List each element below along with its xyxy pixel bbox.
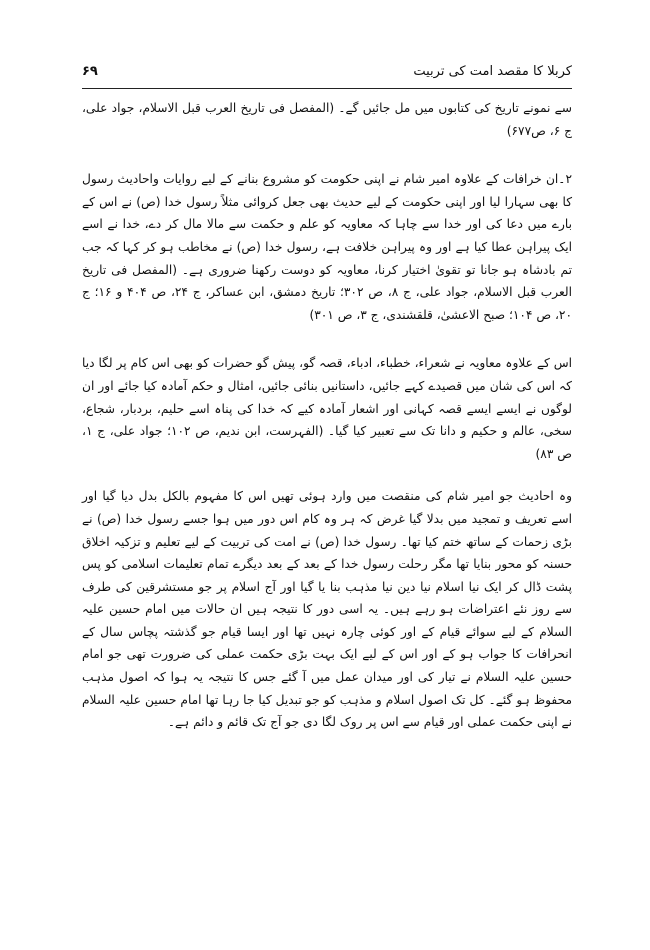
paragraph-3: اس کے علاوہ معاویہ نے شعراء، خطباء، ادباء، قصہ گو، پیش گو حضرات کو بھی اس کام پر لگا دیا کہ اس کی شان میں قصیدے کہے جائیں، داستانیں بنائی جائیں، امثال و حکم آمادہ کیا جائے اور ان لوگوں نے ایسے ایسے قصہ کہانی اور اشعار آمادہ کیے کہ خدا کی پناہ اسے حلیم، بردبار، شجاع، سخی، عالم و حکیم و دانا تک سے تعبیر کیا گیا۔ (الفہرست، ابن ندیم، ص ۱۰۲؛ جواد علی، ج ۱، ص ۸۳) <box>82 356 572 461</box>
page-header <box>82 62 572 84</box>
paragraph-2: ۲۔ان خرافات کے علاوہ امیر شام نے اپنی حکومت کو مشروع بنانے کے لیے روایات واحادیث رسول کا بھی سہارا لیا اور اپنی حکومت کے لیے حدیث بھی جعل کروائی مثلاً رسول خدا (ص) نے اس کے بارے میں دعا کی اور خدا سے چاہا کہ معاویہ کو علم و حکمت سے مالا مال کر دے، خدا نے اسے ایک پیراہن عطا کیا ہے اور وہ پیراہن خلافت ہے، رسول خدا (ص) نے مخاطب ہو کر کہا کہ جب تم بادشاہ ہو جانا تو تقویٰ اختیار کرنا، معاویہ کو دوست رکھنا ضروری ہے۔ (المفصل فی تاریخ العرب قبل الاسلام، جواد علی، ج ۸، ص ۳۰۲؛ تاریخ دمشق، ابن عساکر، ج ۲۴، ص ۴۰۴ و ۱۶؛ ج ۲۰، ص ۱۰۴؛ صبح الاعشیٰ، قلقشندی، ج ۳، ص ۳۰۱) <box>82 172 572 322</box>
paragraph-4: وہ احادیث جو امیر شام کی منقصت میں وارد ہوئی تھیں اس کا مفہوم بالکل بدل دیا گیا اور اسے تعریف و تمجید میں بدلا گیا غرض کہ ہر وہ کام اس دور میں ہوا جسے رسول خدا (ص) نے بڑی زحمات کے ساتھ ختم کیا تھا۔ رسول خدا (ص) نے امت کی تربیت کے لیے تعلیم و تزکیہ اخلاق حسنہ کو محور بنایا تھا مگر رحلت رسول خدا کے بعد کے بعد دیگرے تمام تعلیمات اسلامی کو پس پشت ڈال کر ایک نیا اسلام نیا دین نیا مذہب بنا یا گیا اور آج اسلام پر جو مستشرقین کی طرف سے روز نئے اعتراضات ہو رہے ہیں۔ یہ اسی دور کا نتیجہ ہیں ان حالات میں امام حسین علیہ السلام کے لیے سوائے قیام کے اور کوئی چارہ نہیں تھا اور ایسا قیام جو گذشتہ پچاس سال کے انحرافات کا جواب ہو کے اور اس کے لیے ایک بہت بڑی حکمت عملی کی ضرورت تھی جو امام حسین علیہ السلام نے تیار کی اور میدان عمل میں آ گئے جس کا نتیجہ یہ ہوا کہ اصول مذہب محفوظ ہو گئے۔ کل تک اصول اسلام و مذہب کو جو تبدیل کیا جا رہا تھا امام حسین علیہ السلام نے اپنی حکمت عملی اور قیام سے اس پر روک لگا دی جو آج تک قائم و دائم ہے۔ <box>82 489 572 730</box>
page-number: ۶۹ <box>82 64 98 79</box>
paragraph-1: سے نمونے تاریخ کی کتابوں میں مل جائیں گے۔ (المفصل فی تاریخ العرب قبل الاسلام، جواد علی، ج ۶، ص۶۷۷) <box>82 101 572 138</box>
body-text <box>82 97 572 734</box>
running-title: کربلا کا مقصد امت کی تربیت <box>413 64 572 79</box>
header-divider <box>82 88 572 89</box>
